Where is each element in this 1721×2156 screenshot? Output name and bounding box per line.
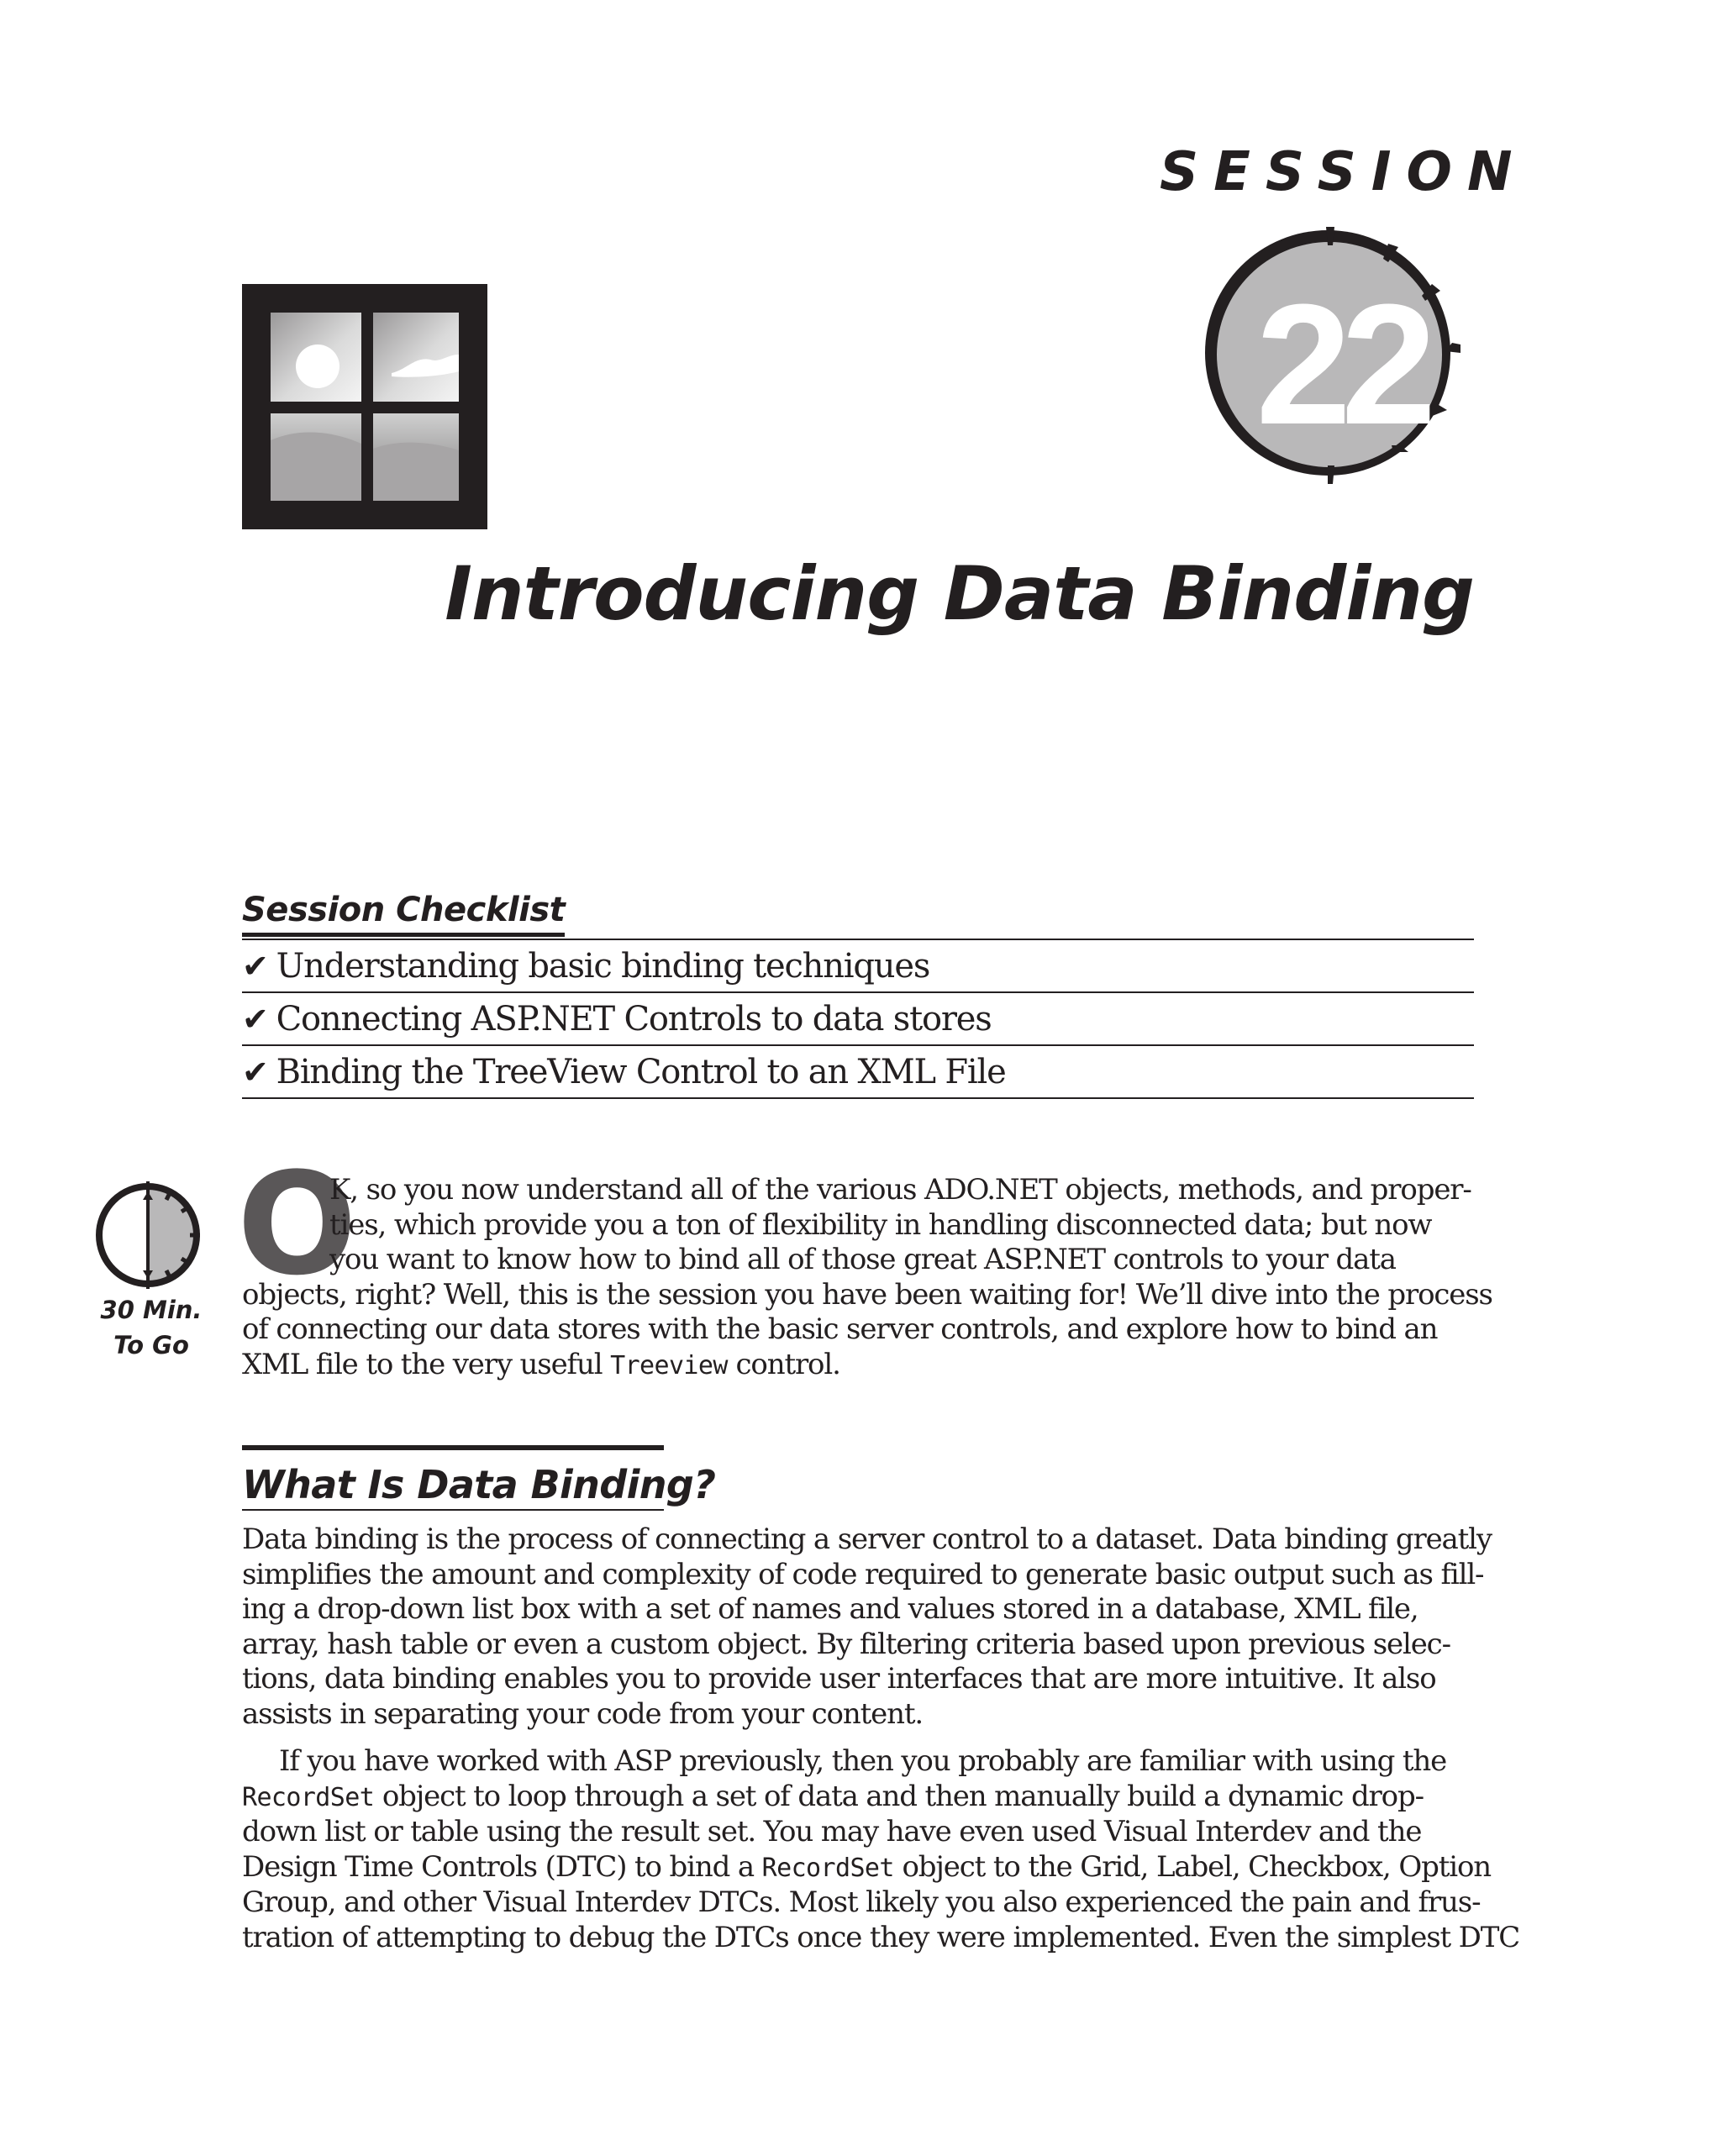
time-remaining-line: To Go: [113, 1331, 189, 1359]
time-remaining-line: 30 Min.: [100, 1296, 203, 1324]
window-pane-icon: [242, 284, 487, 529]
text-line: K, so you now understand all of the various ADO.NET objects, methods, and proper-: [329, 1173, 1471, 1207]
checklist-item: [242, 1044, 1474, 1099]
text-line: [242, 1780, 1519, 1816]
text-line: If you have worked with ASP previously, then you probably are familiar with using the: [279, 1744, 1447, 1778]
text-line: Data binding is the process of connecting a server control to a dataset. Data binding greatly: [242, 1522, 1492, 1556]
text-line: tions, data binding enables you to provide user interfaces that are more intuitive. It also: [242, 1662, 1436, 1696]
checklist-item-label: Connecting ASP.NET Controls to data stores: [276, 999, 992, 1039]
text-line: objects, right? Well, this is the session you have been waiting for! We’ll dive into the process: [242, 1277, 1492, 1312]
text-run: XML file to the very useful: [242, 1347, 611, 1381]
text-line: array, hash table or even a custom object. By filtering criteria based upon previous selec-: [242, 1627, 1450, 1661]
checkmark-icon: ✔: [242, 947, 268, 985]
chapter-title: Introducing Data Binding: [445, 550, 1474, 637]
text-run: object to the Grid, Label, Checkbox, Option: [893, 1849, 1492, 1884]
text-line: down list or table using the result set. You may have even used Visual Interdev and the: [242, 1815, 1422, 1849]
text-line: [242, 1348, 1477, 1384]
text-run: object to loop through a set of data and then manually build a dynamic drop-: [374, 1779, 1424, 1813]
text-line: ing a drop-down list box with a set of names and values stored in a database, XML file,: [242, 1592, 1418, 1627]
stopwatch-badge-icon: [1202, 225, 1471, 486]
checkmark-icon: ✔: [242, 1000, 268, 1038]
text-line: of connecting our data stores with the basic server controls, and explore how to bind an: [242, 1312, 1438, 1347]
text-line: simplifies the amount and complexity of code required to generate basic output such as fill-: [242, 1557, 1484, 1591]
text-line: [242, 1850, 1519, 1886]
session-checklist: [242, 891, 1474, 1099]
body-paragraph: [242, 1522, 1492, 1733]
checklist-item-label: Binding the TreeView Control to an XML File: [276, 1052, 1006, 1091]
text-line: Group, and other Visual Interdev DTCs. Most likely you also experienced the pain and frus-: [242, 1885, 1481, 1920]
text-line: tration of attempting to debug the DTCs once they were implemented. Even the simplest DTC: [242, 1920, 1520, 1954]
session-label: SESSION: [1160, 141, 1528, 203]
code-term: Treeview: [610, 1350, 728, 1380]
text-line: ties, which provide you a ton of flexibility in handling disconnected data; but now: [329, 1207, 1432, 1242]
code-term: RecordSet: [761, 1853, 894, 1883]
session-number: 22: [1255, 269, 1427, 460]
body-paragraph: [242, 1744, 1519, 1956]
intro-paragraph: [242, 1173, 1492, 1384]
half-clock-icon: [94, 1176, 212, 1294]
checklist-item: [242, 991, 1474, 1044]
text-run: Design Time Controls (DTC) to bind a: [242, 1849, 762, 1884]
section-heading: What Is Data Binding?: [242, 1445, 664, 1511]
checklist-item-label: Understanding basic binding techniques: [276, 946, 930, 986]
code-term: RecordSet: [242, 1782, 375, 1812]
checkmark-icon: ✔: [242, 1053, 268, 1091]
drop-cap: O: [237, 1142, 357, 1307]
checklist-item: [242, 939, 1474, 991]
text-line: you want to know how to bind all of those great ASP.NET controls to your data: [329, 1243, 1396, 1277]
time-remaining-label: [84, 1292, 218, 1363]
text-line: assists in separating your code from your content.: [242, 1696, 924, 1731]
checklist-heading: Session Checklist: [242, 891, 565, 937]
text-run: control.: [727, 1347, 840, 1381]
